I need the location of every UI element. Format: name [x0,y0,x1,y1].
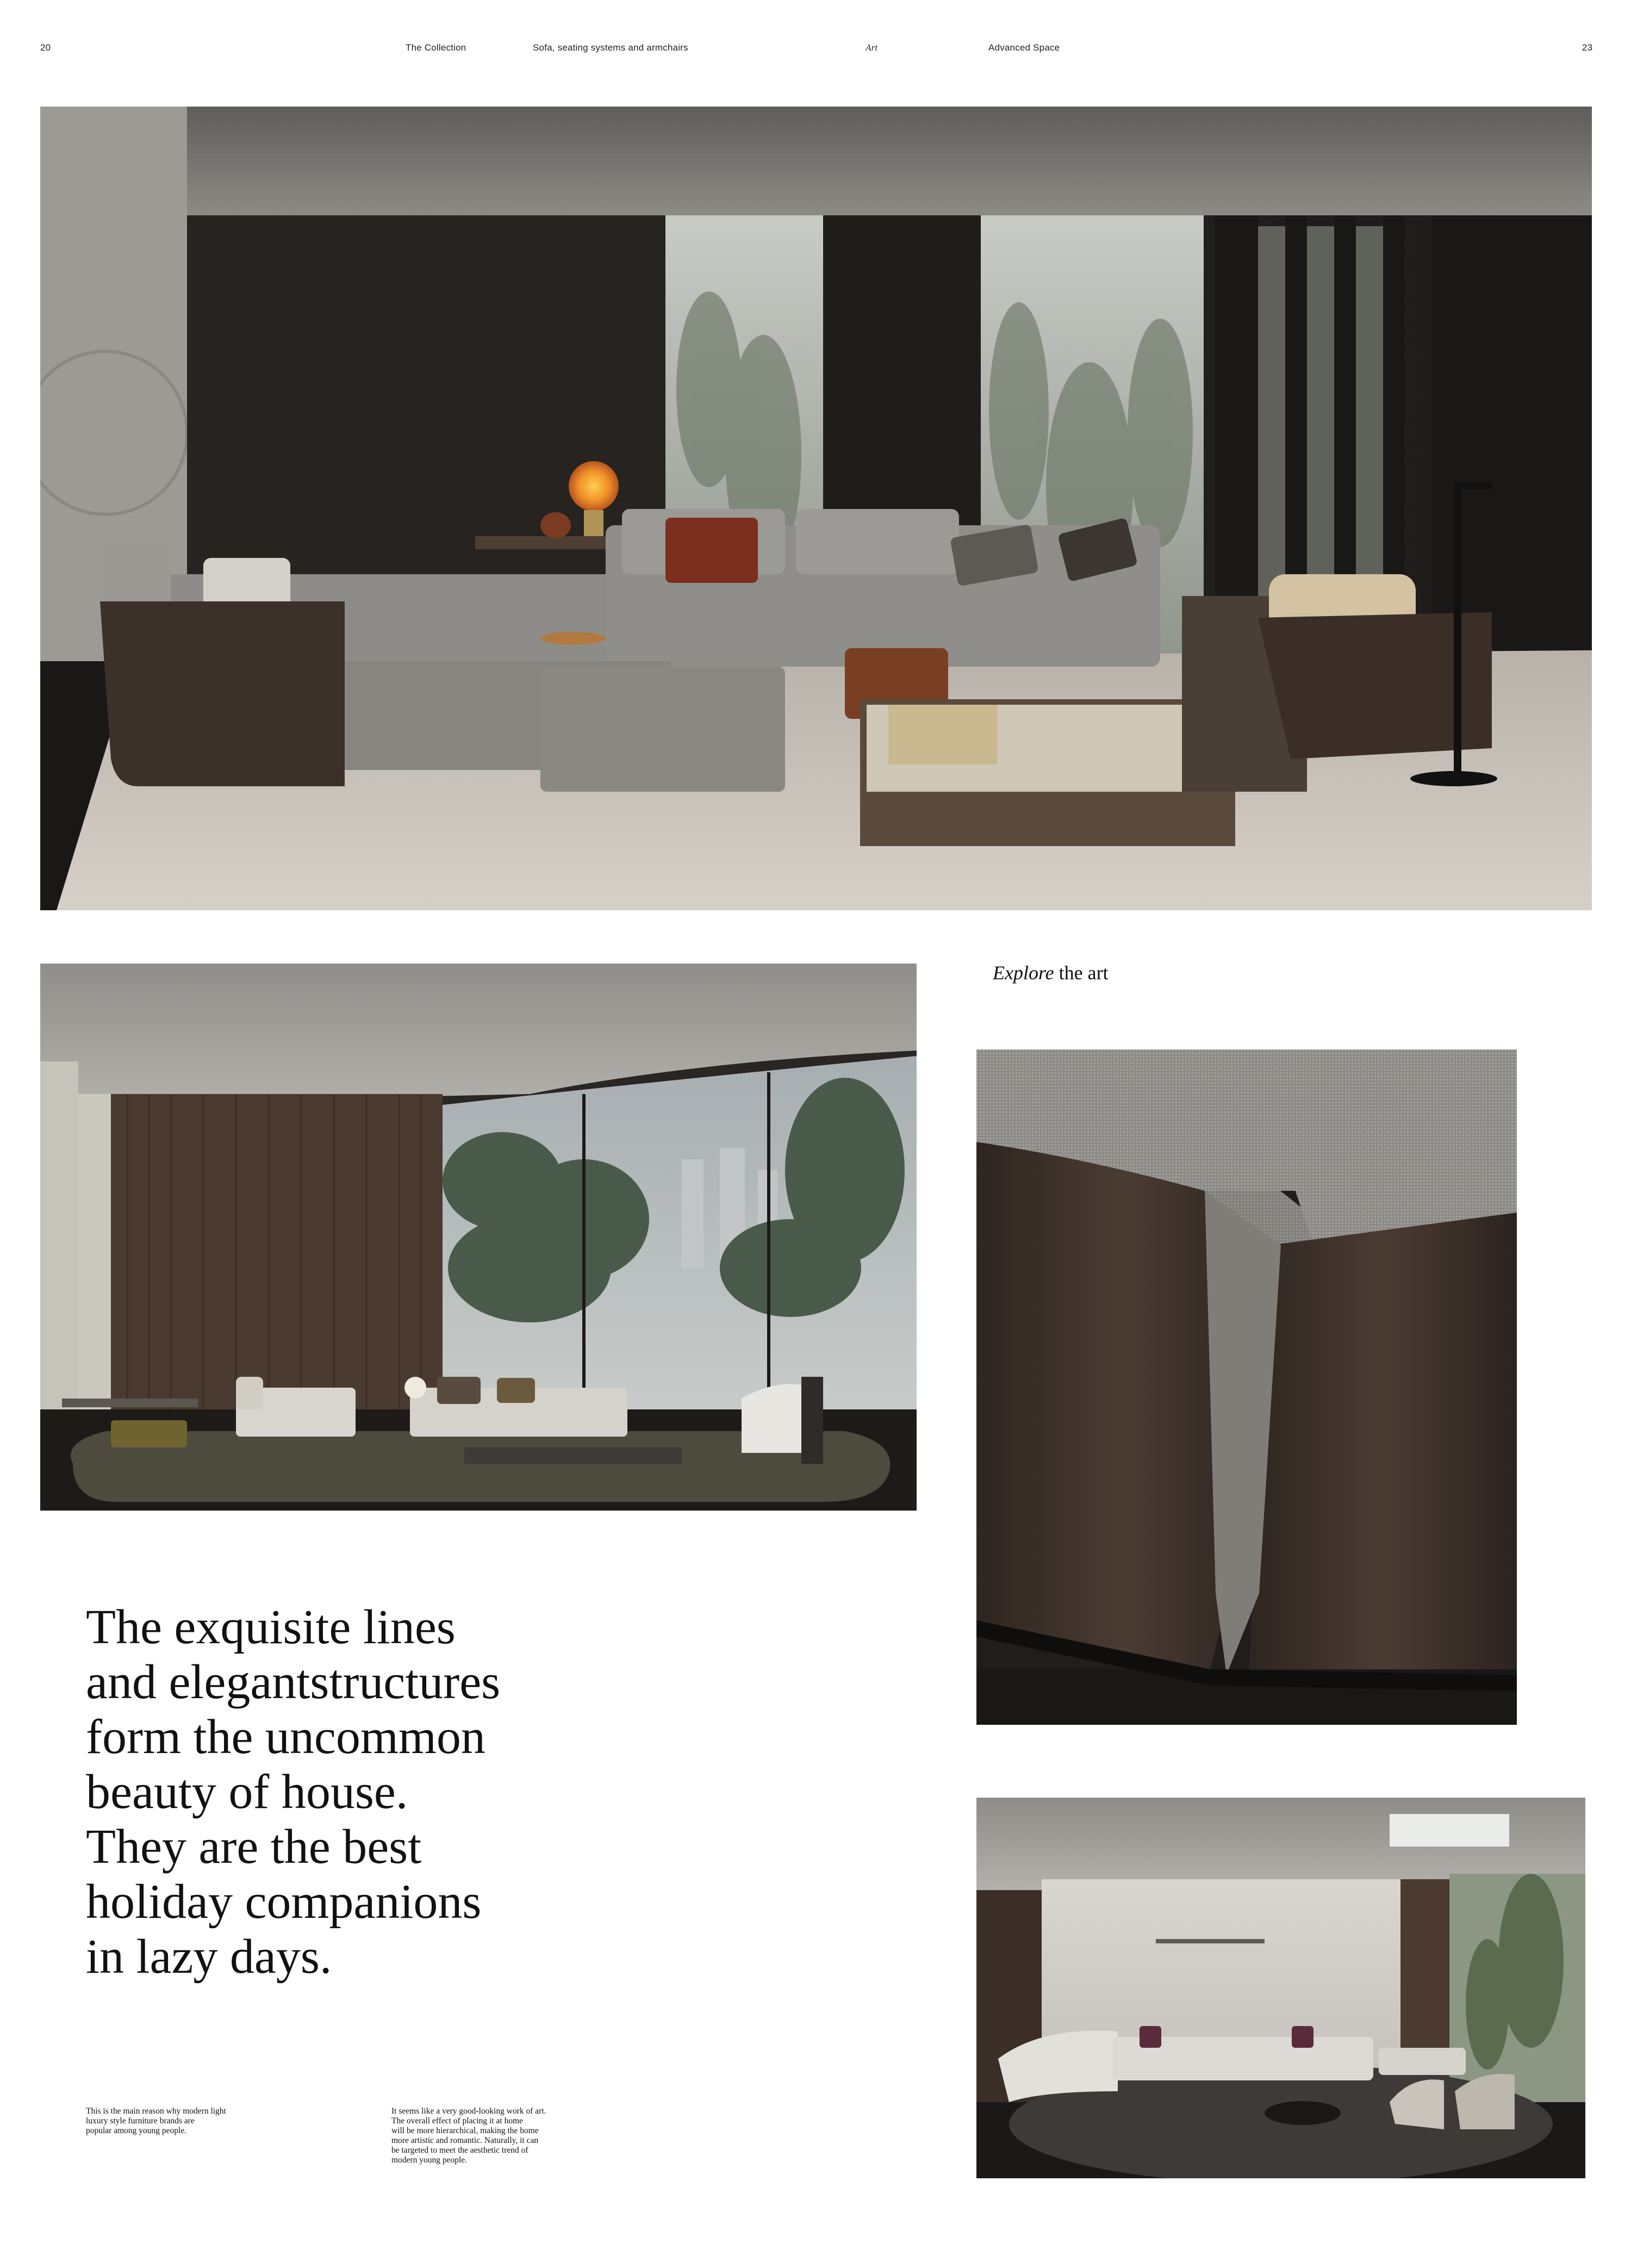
page-number-right: 23 [1582,42,1593,53]
page-number-left: 20 [40,42,51,53]
explore-the-art-caption [993,961,1109,984]
body-line: modern young people. [391,2155,468,2165]
body-text-right [391,2107,546,2165]
header-section: Advanced Space [988,42,1060,53]
headline-line: and elegantstructures [86,1655,501,1709]
body-line: be targeted to meet the aesthetic trend of [391,2146,528,2155]
body-text-left [86,2107,226,2136]
body-line: popular among young people. [86,2126,187,2135]
body-line: luxury style furniture brands are [86,2116,195,2126]
lounge-curved-sofa-photo [976,1798,1585,2178]
headline-line: holiday companions [86,1875,482,1929]
headline-line: beauty of house. [86,1765,408,1819]
body-line: This is the main reason why modern light [86,2107,226,2116]
header-category: Sofa, seating systems and armchairs [533,42,688,53]
sofa-armrest-detail-photo [976,1049,1517,1725]
panoramic-living-room-photo [40,964,917,1511]
header-collection: The Collection [406,42,466,53]
headline-line: form the uncommon [86,1710,485,1764]
body-line: will be more hierarchical, making the home [391,2126,539,2135]
explore-emphasis: Explore [993,962,1054,984]
header-art: Art [866,42,878,53]
explore-rest: the art [1054,962,1109,984]
body-line: more artistic and romantic. Naturally, it can [391,2136,539,2145]
headline-line: The exquisite lines [86,1600,456,1654]
headline-line: They are the best [86,1820,422,1874]
body-line: The overall effect of placing it at home [391,2116,524,2126]
headline-quote [86,1600,564,1984]
body-line: It seems like a very good-looking work of art. [391,2107,546,2116]
headline-line: in lazy days. [86,1930,332,1984]
hero-living-room-photo [40,107,1592,910]
